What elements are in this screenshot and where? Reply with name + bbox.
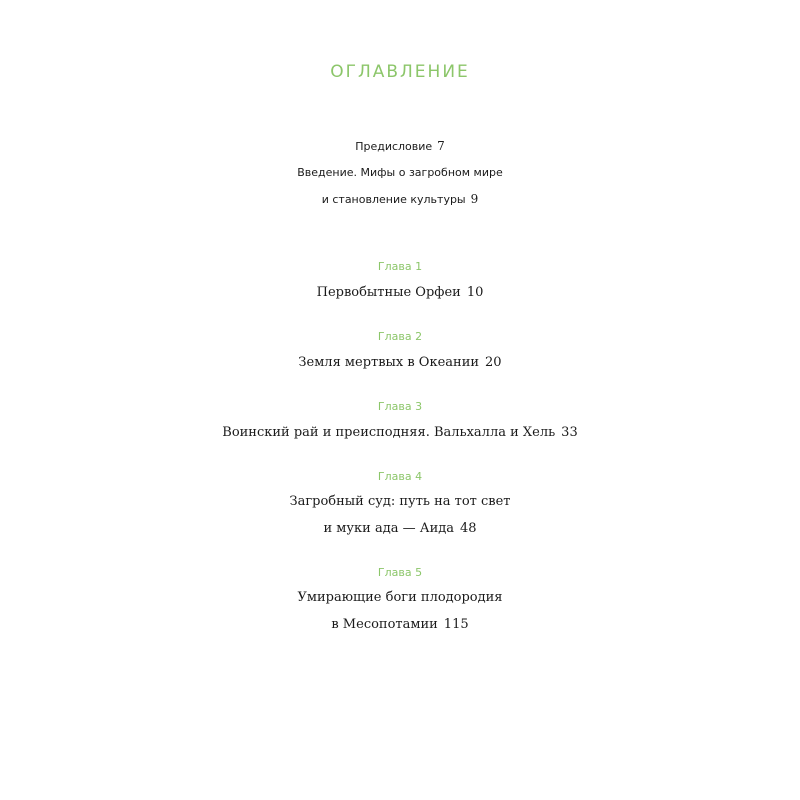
chapter-title-text: Воинский рай и преисподняя. Вальхалла и Хель bbox=[222, 425, 556, 440]
chapter-label: Глава 1 bbox=[377, 260, 423, 273]
toc-entry-text: и становление культуры bbox=[321, 193, 466, 206]
chapter-label: Глава 3 bbox=[377, 400, 423, 413]
chapter-title-line1 bbox=[0, 590, 800, 605]
toc-entry-text: Предисловие bbox=[355, 140, 433, 153]
chapter-title-text: Первобытные Орфеи bbox=[316, 285, 461, 300]
toc-entry-text: Введение. Мифы о загробном мире bbox=[297, 166, 503, 179]
chapter-title-text: Загробный суд: путь на тот свет bbox=[289, 494, 511, 509]
chapter-title bbox=[0, 285, 800, 300]
chapter-page: 20 bbox=[485, 355, 502, 370]
chapter-title-line2 bbox=[0, 521, 800, 536]
chapter-title bbox=[0, 355, 800, 370]
chapter-title-line1 bbox=[0, 494, 800, 509]
chapter-label: Глава 5 bbox=[377, 566, 423, 579]
chapter-title-text: Земля мертвых в Океании bbox=[298, 355, 480, 370]
chapter-page: 10 bbox=[466, 285, 484, 300]
chapter-page: 33 bbox=[561, 425, 578, 440]
toc-title: ОГЛАВЛЕНИЕ bbox=[330, 62, 470, 82]
chapter-title-text: и муки ада — Аида bbox=[323, 521, 454, 536]
toc-entry-preface bbox=[0, 139, 800, 153]
chapter-label: Глава 2 bbox=[377, 330, 423, 343]
chapter-label: Глава 4 bbox=[377, 470, 423, 483]
toc-entry-page: 9 bbox=[470, 192, 479, 206]
chapter-page: 48 bbox=[459, 521, 477, 536]
toc-entry-introduction-line2 bbox=[0, 192, 800, 206]
chapter-page: 115 bbox=[443, 617, 469, 632]
chapter-title bbox=[0, 425, 800, 440]
chapter-title-line2 bbox=[0, 617, 800, 632]
chapter-title-text: Умирающие боги плодородия bbox=[297, 590, 503, 605]
chapter-title-text: в Месопотамии bbox=[331, 617, 438, 632]
toc-entry-page: 7 bbox=[437, 139, 445, 153]
toc-entry-introduction-line1 bbox=[0, 166, 800, 179]
